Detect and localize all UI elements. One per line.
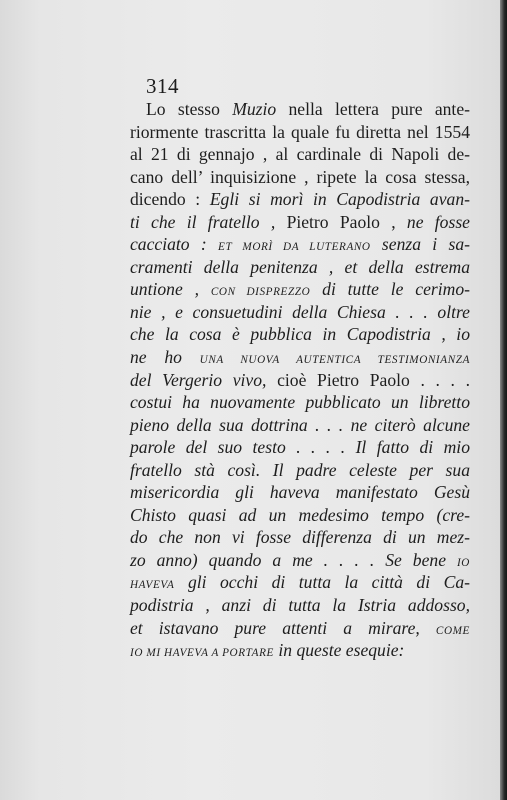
italic-segment: del Vergerio vivo,: [130, 369, 278, 390]
italic-segment: che la cosa è pubblica in Capodistria , io: [130, 324, 470, 345]
small-caps-segment: COME: [435, 624, 470, 637]
italic-segment: Egli si morì in Capodistria avan-: [209, 189, 470, 210]
text-line: [130, 121, 470, 144]
text-segment: al 21 di gennajo , al cardinale di Napoli de-: [130, 144, 470, 165]
italic-segment: cramenti della penitenza , et della estrema: [130, 256, 470, 277]
text-line: [130, 211, 470, 234]
italic-segment: ti che il fratello ,: [130, 211, 287, 232]
body-text: [130, 98, 470, 662]
italic-segment: pieno della sua dottrina . . . ne citerò alcune: [130, 414, 470, 435]
italic-segment: parole del suo testo . . . . Il fatto di mio: [130, 437, 470, 458]
text-line: [130, 188, 470, 211]
text-segment: riormente trascritta la quale fu diretta nel 1554: [130, 121, 470, 142]
text-line: [130, 481, 470, 504]
italic-segment: do che non vi fosse differenza di un mez-: [130, 527, 470, 548]
text-segment: nella lettera pure ante-: [276, 99, 470, 119]
text-line: [130, 278, 470, 301]
text-segment: Pietro Paolo ,: [286, 211, 407, 232]
text-line: [130, 301, 470, 324]
text-line: [130, 459, 470, 482]
text-line: [130, 98, 470, 121]
italic-segment: zo anno) quando a me . . . . Se bene: [130, 549, 457, 570]
italic-segment: misericordia gli haveva manifestato Gesù: [130, 482, 470, 503]
italic-segment: fratello stà così. Il padre celeste per sua: [130, 459, 470, 480]
small-caps-segment: HAVEVA: [130, 579, 175, 592]
text-line: [130, 571, 470, 594]
italic-segment: di tutte le cerimo-: [310, 279, 471, 300]
page-number: 314: [146, 74, 179, 98]
italic-segment: Muzio: [232, 99, 277, 119]
small-caps-segment: IO MI HAVEVA A PORTARE: [130, 647, 274, 660]
italic-segment: costui ha nuovamente pubblicato un libretto: [130, 392, 470, 413]
italic-segment: podistria , anzi di tutta la Istria addosso,: [130, 595, 470, 616]
small-caps-segment: CON DISPREZZO: [210, 286, 311, 299]
text-line: [130, 256, 470, 279]
text-line: [130, 233, 470, 256]
text-segment: Lo stesso: [146, 99, 233, 119]
italic-segment: gli occhi di tutta la città di Ca-: [174, 572, 470, 593]
text-line: [130, 166, 470, 189]
text-segment: dicendo :: [130, 189, 210, 210]
small-caps-segment: ET MORÌ DA LUTERANO: [218, 241, 371, 254]
small-caps-segment: IO: [456, 556, 470, 569]
small-caps-segment: UNA NUOVA AUTENTICA TESTIMONIANZA: [199, 354, 471, 367]
italic-segment: Chisto quasi ad un medesimo tempo (cre-: [130, 504, 470, 525]
italic-segment: in queste esequie:: [273, 640, 405, 661]
italic-segment: ne ho: [130, 347, 200, 368]
text-line: [130, 143, 470, 166]
text-line: [130, 323, 470, 346]
italic-segment: ne fosse: [406, 211, 470, 232]
italic-segment: senza i sa-: [370, 234, 470, 255]
text-line: [130, 369, 470, 392]
italic-segment: cacciato :: [130, 234, 219, 255]
text-line: [130, 639, 470, 662]
italic-segment: et istavano pure attenti a mirare,: [130, 617, 436, 638]
italic-segment: nie , e consuetudini della Chiesa . . . oltre: [130, 301, 470, 322]
text-line: [130, 391, 470, 414]
text-line: [130, 617, 470, 640]
text-line: [130, 549, 470, 572]
text-line: [130, 526, 470, 549]
text-line: [130, 346, 470, 369]
text-line: [130, 414, 470, 437]
text-segment: cioè Pietro Paolo . . . .: [277, 369, 471, 390]
book-edge: [500, 0, 507, 800]
text-line: [130, 504, 470, 527]
text-line: [130, 436, 470, 459]
italic-segment: untione ,: [130, 279, 211, 300]
text-segment: cano dell’ inquisizione , ripete la cosa stessa,: [130, 166, 470, 187]
text-line: [130, 594, 470, 617]
